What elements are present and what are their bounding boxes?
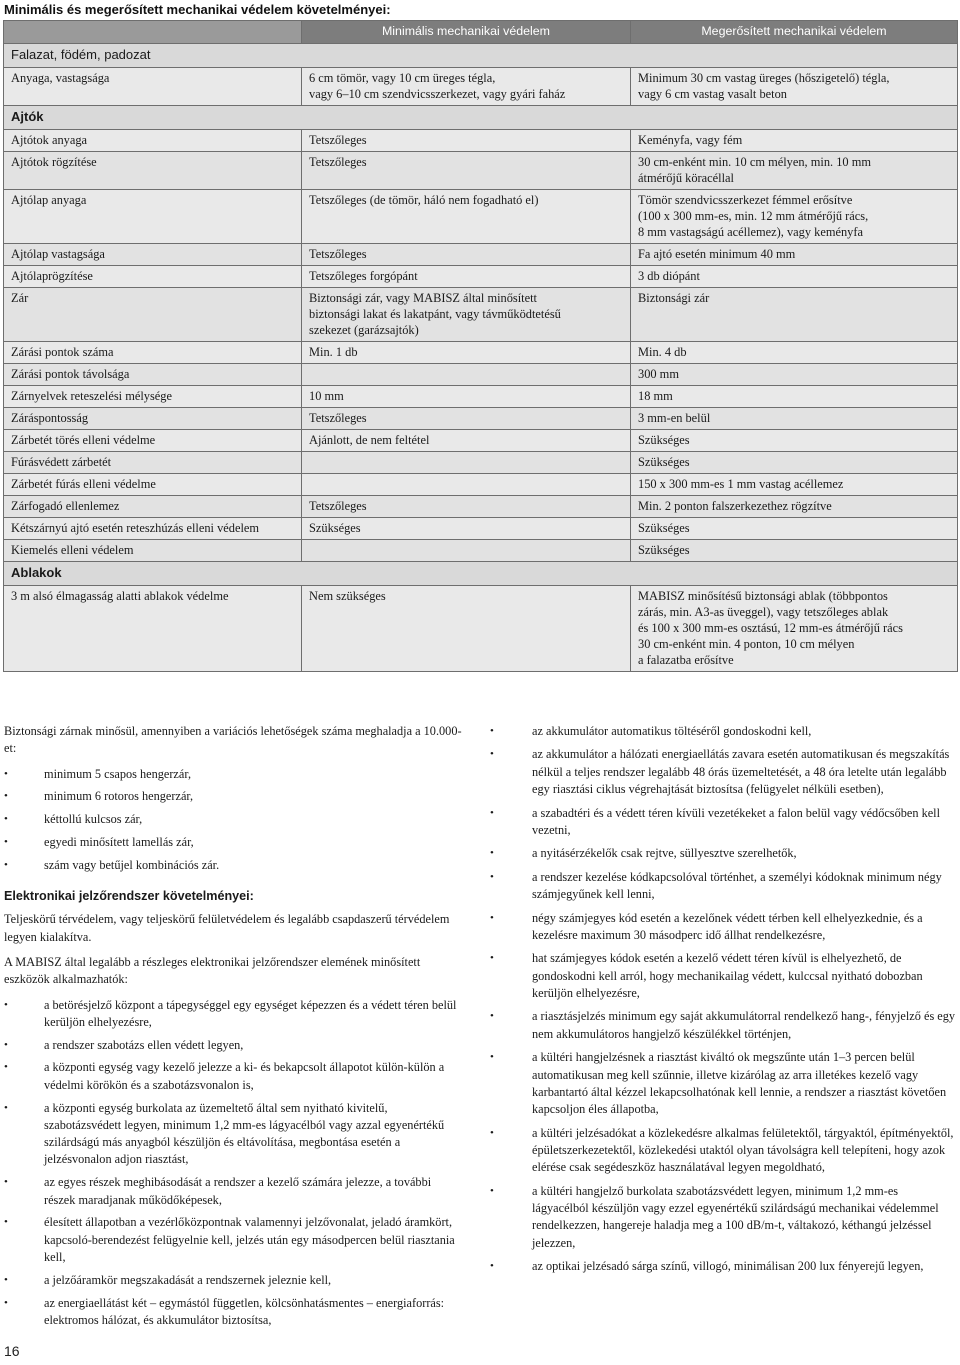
alarm-requirement-list xyxy=(4,997,462,1330)
list-item-text: az optikai jelzésadó sárga színű, villogó, minimálisan 200 lux fényerejű legyen, xyxy=(532,1259,924,1274)
minimal-value-cell xyxy=(302,364,631,386)
reinforced-value-cell: Szükséges xyxy=(631,430,958,452)
list-item xyxy=(490,746,956,798)
list-item xyxy=(490,950,956,1002)
row-label-cell: Zárbetét törés elleni védelme xyxy=(4,430,302,452)
bullet-icon: • xyxy=(490,952,494,965)
reinforced-value-cell: 300 mm xyxy=(631,364,958,386)
list-item xyxy=(490,1049,956,1118)
reinforced-value-cell: 150 x 300 mm-es 1 mm vastag acéllemez xyxy=(631,474,958,496)
bullet-icon: • xyxy=(4,835,8,848)
minimal-value-cell: Tetszőleges xyxy=(302,244,631,266)
reinforced-value-cell: Biztonsági zár xyxy=(631,288,958,342)
list-item-text: a jelzőáramkör megszakadását a rendszernek jeleznie kell, xyxy=(44,1272,332,1287)
bullet-icon: • xyxy=(490,870,494,883)
minimal-value-cell: Tetszőleges xyxy=(302,408,631,430)
list-item-text: a betörésjelző központ a tápegységgel egy egységet képezzen és a védett téren belül kerüljön elhelyezésre, xyxy=(44,997,457,1029)
section-row xyxy=(4,106,958,130)
lock-type-list xyxy=(4,766,462,874)
list-item-text: a központi egység burkolata az üzemeltető által sem nyitható kivitelű, szabotázsvédett legyen, minimum 1,2 mm-es lágyacélból vagy azzal egyenértékű szilárdságú más anyagból készüljön és eltávolítása, megbontása esetén a jelzésvonalon adjon riasztást, xyxy=(44,1100,445,1167)
table-row xyxy=(4,364,958,386)
list-item-text: a szabadtéri és a védett téren kívüli vezetékeket a falon belül vagy védőcsőben kell vezetni, xyxy=(532,805,941,837)
bullet-icon: • xyxy=(4,858,8,871)
row-label-cell: Kétszárnyú ajtó esetén reteszhúzás elleni védelem xyxy=(4,518,302,540)
list-item xyxy=(4,788,462,805)
table-row xyxy=(4,496,958,518)
list-item xyxy=(490,805,956,840)
section-label: Ajtók xyxy=(4,106,958,130)
page-title: Minimális és megerősített mechanikai védelem követelményei: xyxy=(4,2,391,17)
reinforced-value-cell: 30 cm-enként min. 10 cm mélyen, min. 10 mm átmérőjű köracéllal xyxy=(631,152,958,190)
bullet-icon: • xyxy=(490,1051,494,1064)
list-item-text: az egyes részek meghibásodását a rendszer a kezelő számára jelezze, a további részek maradjanak működőképesek, xyxy=(44,1175,432,1207)
list-item-text: hat számjegyes kódok esetén a kezelő védett téren kívül is elhelyezhető, de gondoskodni kell arról, hogy mechanikailag védett, kulccsal nyitható dobozban kerüljön elhelyezésre, xyxy=(532,951,923,1000)
list-item-text: az akkumulátor a hálózati energiaellátás zavara esetén automatikusan és megszakítás nélkül a teljes rendszer legalább 48 órás üzemeltetését, a 48 óra letelte után legalább egy riasztási ciklus végrehajtását biztosítsa (felügyelet nélküli esetben), xyxy=(532,747,950,797)
reinforced-value-cell: Szükséges xyxy=(631,518,958,540)
table-row xyxy=(4,518,958,540)
minimal-value-cell: Nem szükséges xyxy=(302,586,631,672)
list-item xyxy=(490,910,956,945)
table-row xyxy=(4,244,958,266)
bullet-icon: • xyxy=(4,1038,8,1051)
table-row xyxy=(4,430,958,452)
page-number: 16 xyxy=(4,1343,20,1359)
list-item xyxy=(4,1037,462,1054)
bullet-icon: • xyxy=(490,748,494,761)
bullet-icon: • xyxy=(490,806,494,819)
row-label-cell: Zárbetét fúrás elleni védelme xyxy=(4,474,302,496)
bullet-icon: • xyxy=(490,847,494,860)
table-row xyxy=(4,540,958,562)
reinforced-value-cell: Fa ajtó esetén minimum 40 mm xyxy=(631,244,958,266)
list-item-text: a riasztásjelzés minimum egy saját akkumulátorral rendelkező hang-, fényjelző és egy nem akkumulátoros hangjelző készülékkel történjen, xyxy=(532,1009,956,1041)
list-item xyxy=(490,1183,956,1252)
list-item xyxy=(4,766,462,783)
list-item-text: élesített állapotban a vezérlőközpontnak valamennyi jelzővonalat, jeladó áramkört, kapcsoló-berendezést felügyelnie kell, jelzés után egy másodpercen belül riasztania kell, xyxy=(44,1215,455,1264)
requirements-table xyxy=(3,20,958,672)
bullet-icon: • xyxy=(4,1101,8,1114)
reinforced-value-cell: 18 mm xyxy=(631,386,958,408)
section-label: Ablakok xyxy=(4,562,958,586)
section-row xyxy=(4,44,958,68)
alarm-heading: Elektronikai jelzőrendszer követelményei: xyxy=(4,889,254,904)
table-row xyxy=(4,288,958,342)
list-item-text: a központi egység vagy kezelő jelezze a ki- és bekapcsolt állapotot külön-külön a védelmi körökön és a szabotázsvonalon is, xyxy=(44,1060,445,1092)
bullet-icon: • xyxy=(490,1126,494,1139)
reinforced-value-cell: Min. 4 db xyxy=(631,342,958,364)
row-label-cell: Zárfogadó ellenlemez xyxy=(4,496,302,518)
reinforced-value-cell: 3 mm-en belül xyxy=(631,408,958,430)
list-item xyxy=(4,1174,462,1209)
minimal-value-cell xyxy=(302,474,631,496)
row-label-cell: 3 m alsó élmagasság alatti ablakok védelme xyxy=(4,586,302,672)
bullet-icon: • xyxy=(490,725,494,737)
row-label-cell: Záráspontosság xyxy=(4,408,302,430)
header-blank-cell xyxy=(4,21,302,44)
header-reinforced: Megerősített mechanikai védelem xyxy=(631,21,958,44)
row-label-cell: Zárási pontok száma xyxy=(4,342,302,364)
alarm-requirement-list-continued xyxy=(490,723,956,1275)
list-item xyxy=(490,1125,956,1177)
list-item xyxy=(4,1295,462,1330)
list-item-text: a rendszer szabotázs ellen védett legyen, xyxy=(44,1037,244,1052)
reinforced-value-cell: Min. 2 ponton falszerkezethez rögzítve xyxy=(631,496,958,518)
table-row xyxy=(4,408,958,430)
right-column xyxy=(490,723,956,1282)
list-item xyxy=(490,845,956,862)
bullet-icon: • xyxy=(4,767,8,780)
list-item-text: az energiaellátást két – egymástól független, kölcsönhatásmentes – energiaforrás: elektromos hálózat, és akkumulátor biztosítsa, xyxy=(44,1295,445,1327)
lock-intro: Biztonsági zárnak minősül, amennyiben a variációs lehetőségek száma meghaladja a 10.000-et: xyxy=(4,724,462,756)
reinforced-value-cell: Tömör szendvicsszerkezet fémmel erősítve (100 x 300 mm-es, min. 12 mm átmérőjű rács, 8 mm vastagságú acéllemez), vagy keményfa xyxy=(631,190,958,244)
list-item-text: egyedi minősített lamellás zár, xyxy=(44,834,194,849)
bullet-icon: • xyxy=(4,998,8,1011)
bullet-icon: • xyxy=(490,911,494,924)
list-item-text: szám vagy betűjel kombinációs zár. xyxy=(44,857,220,872)
list-item xyxy=(4,811,462,828)
bullet-icon: • xyxy=(4,790,8,803)
row-label-cell: Ajtótok anyaga xyxy=(4,130,302,152)
reinforced-value-cell: Keményfa, vagy fém xyxy=(631,130,958,152)
table-header-row xyxy=(4,21,958,44)
bullet-icon: • xyxy=(4,1216,8,1229)
reinforced-value-cell: Szükséges xyxy=(631,452,958,474)
list-item-text: minimum 6 rotoros hengerzár, xyxy=(44,789,194,804)
left-column xyxy=(4,723,462,1335)
list-item xyxy=(490,1008,956,1043)
minimal-value-cell: Tetszőleges forgópánt xyxy=(302,266,631,288)
row-label-cell: Zárnyelvek reteszelési mélysége xyxy=(4,386,302,408)
reinforced-value-cell: MABISZ minősítésű biztonsági ablak (többpontos zárás, min. A3-as üveggel), vagy tetszőleges ablak és 100 x 300 mm-es osztású, 12 mm-es átmérőjű rács 30 cm-enként min. 4 ponton, 10 cm mélyen a falazatba erősítve xyxy=(631,586,958,672)
row-label-cell: Anyaga, vastagsága xyxy=(4,68,302,106)
bullet-icon: • xyxy=(4,1176,8,1189)
row-label-cell: Kiemelés elleni védelem xyxy=(4,540,302,562)
minimal-value-cell: Tetszőleges xyxy=(302,496,631,518)
list-item-text: a nyitásérzékelők csak rejtve, süllyesztve szerelhetők, xyxy=(532,846,797,861)
bullet-icon: • xyxy=(4,813,8,826)
reinforced-value-cell: Szükséges xyxy=(631,540,958,562)
minimal-value-cell: Biztonsági zár, vagy MABISZ által minősített biztonsági lakat és lakatpánt, vagy távműködtetésű szekezet (garázsajtók) xyxy=(302,288,631,342)
list-item xyxy=(4,997,462,1032)
list-item xyxy=(490,869,956,904)
minimal-value-cell: Tetszőleges (de tömör, háló nem fogadható el) xyxy=(302,190,631,244)
table-row xyxy=(4,130,958,152)
table-row xyxy=(4,386,958,408)
bullet-icon: • xyxy=(490,1184,494,1197)
list-item xyxy=(4,1214,462,1266)
minimal-value-cell xyxy=(302,452,631,474)
list-item-text: a kültéri hangjelző burkolata szabotázsvédett legyen, minimum 1,2 mm-es lágyacélból készüljön vagy ezzel egyenértékű szilárdságú mechanikai védelemmel rendelkezzen, hangereje haladja meg a 100 dB/m-t, váltakozó, kéthangú jelzéssel jelezzen, xyxy=(532,1183,939,1250)
row-label-cell: Ajtótok rögzítése xyxy=(4,152,302,190)
minimal-value-cell xyxy=(302,540,631,562)
bullet-icon: • xyxy=(4,1273,8,1286)
minimal-value-cell: Ajánlott, de nem feltétel xyxy=(302,430,631,452)
list-item-text: kéttollú kulcsos zár, xyxy=(44,812,143,827)
row-label-cell: Ajtólap vastagsága xyxy=(4,244,302,266)
row-label-cell: Fúrásvédett zárbetét xyxy=(4,452,302,474)
table-row xyxy=(4,152,958,190)
list-item-text: a kültéri jelzésadókat a közlekedésre alkalmas felületektől, tárgyaktól, építményektől, épületszerkezetektől, közlekedési utaktól olyan távolságra kell telepíteni, hogy azok elérése csak segédeszköz használatával legyen megoldható, xyxy=(532,1125,954,1175)
row-label-cell: Ajtólaprögzítése xyxy=(4,266,302,288)
section-row xyxy=(4,562,958,586)
header-minimal: Minimális mechanikai védelem xyxy=(302,21,631,44)
bullet-icon: • xyxy=(490,1010,494,1023)
reinforced-value-cell: 3 db diópánt xyxy=(631,266,958,288)
minimal-value-cell: Tetszőleges xyxy=(302,152,631,190)
list-item xyxy=(4,1100,462,1169)
list-item xyxy=(4,1272,462,1289)
row-label-cell: Ajtólap anyaga xyxy=(4,190,302,244)
minimal-value-cell: 6 cm tömör, vagy 10 cm üreges tégla, vagy 6–10 cm szendvicsszerkezet, vagy gyári faház xyxy=(302,68,631,106)
row-label-cell: Zárási pontok távolsága xyxy=(4,364,302,386)
list-item-text: a kültéri hangjelzésnek a riasztást kiváltó ok megszűnte után 1–3 percen belül automatikusan meg kell szűnnie, illetve kizárólag az arra illetékes kezelő vagy karbantartó által kézzel lekapcsolhatónak kell lennie, a rendszer a riasztást követően kapcsoljon éles állapotba, xyxy=(532,1050,947,1117)
row-label-cell: Zár xyxy=(4,288,302,342)
list-item xyxy=(490,1258,956,1275)
table-row xyxy=(4,452,958,474)
bullet-icon: • xyxy=(4,1061,8,1074)
minimal-value-cell: Tetszőleges xyxy=(302,130,631,152)
list-item xyxy=(4,1059,462,1094)
bullet-icon: • xyxy=(4,1296,8,1309)
alarm-para-2: A MABISZ által legalább a részleges elektronikai jelzőrendszer elemének minősített eszközök alkalmazhatók: xyxy=(4,954,421,987)
section-label: Falazat, födém, padozat xyxy=(4,44,958,68)
minimal-value-cell: 10 mm xyxy=(302,386,631,408)
alarm-para-1: Teljeskörű térvédelem, vagy teljeskörű felületvédelem és legalább csapdaszerű térvédelem legyen kialakítva. xyxy=(4,912,450,944)
table-row xyxy=(4,266,958,288)
reinforced-value-cell: Minimum 30 cm vastag üreges (hőszigetelő) tégla, vagy 6 cm vastag vasalt beton xyxy=(631,68,958,106)
list-item-text: minimum 5 csapos hengerzár, xyxy=(44,766,192,781)
table-row xyxy=(4,474,958,496)
minimal-value-cell: Szükséges xyxy=(302,518,631,540)
minimal-value-cell: Min. 1 db xyxy=(302,342,631,364)
table-row xyxy=(4,190,958,244)
table-row xyxy=(4,68,958,106)
list-item-text: az akkumulátor automatikus töltéséről gondoskodni kell, xyxy=(532,724,812,738)
list-item xyxy=(4,857,462,874)
table-row xyxy=(4,342,958,364)
list-item xyxy=(490,723,956,740)
table-row xyxy=(4,586,958,672)
list-item-text: négy számjegyes kód esetén a kezelőnek védett térben kell elhelyezkednie, és a kezelésre maximum 30 másodperc idő állhat rendelkezésre, xyxy=(532,910,923,942)
list-item-text: a rendszer kezelése kódkapcsolóval történhet, a személyi kódoknak minimum négy számjegyűnek kell lenni, xyxy=(532,869,942,902)
list-item xyxy=(4,834,462,851)
bullet-icon: • xyxy=(490,1260,494,1273)
